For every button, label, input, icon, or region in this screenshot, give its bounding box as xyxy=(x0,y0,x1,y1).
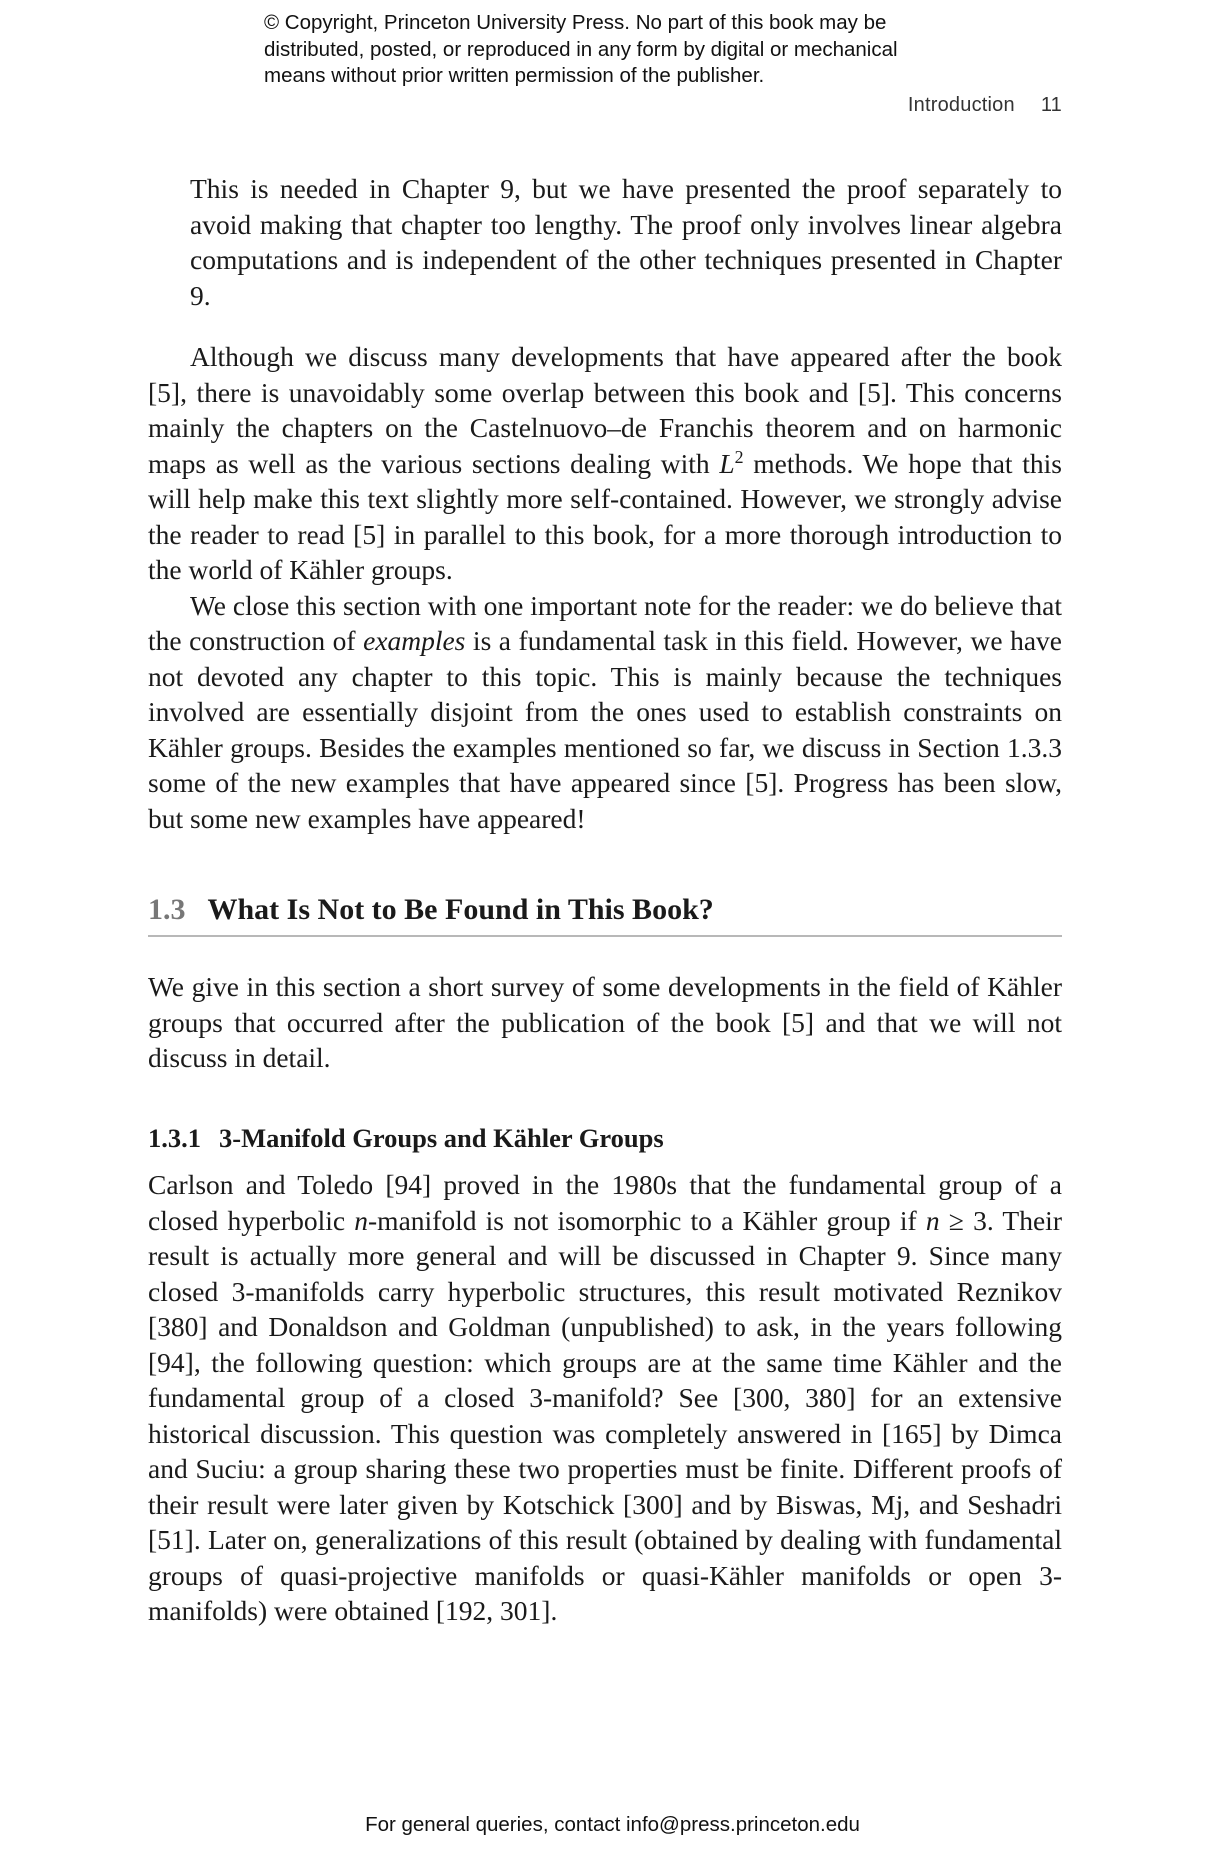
running-head xyxy=(908,94,1062,117)
section-number: 1.3 xyxy=(148,893,186,926)
paragraph-overlap xyxy=(148,339,1062,588)
page-number: 11 xyxy=(1040,94,1062,116)
copyright-line-2: distributed, posted, or reproduced in any form by digital or mechanical xyxy=(264,37,898,61)
paragraph-overlap-part2: methods. We hope that this will help make this text slightly more self-contained. However, we strongly advise the reader to read [5] in parallel to this book, for a more thorough introduction to the world of Kähler groups. xyxy=(148,447,1062,585)
paragraph-examples-part2: is a fundamental task in this field. However, we have not devoted any chapter to this topic. This is mainly because the techniques involved are essentially disjoint from the ones used to establish constraints on Kähler groups. Besides the examples mentioned so far, we discuss in Section 1.3.3 some of the new examples that have appeared since [5]. Progress has been slow, but some new examples have appeared! xyxy=(148,625,1062,834)
subsection-body xyxy=(148,1167,1062,1629)
running-head-title: Introduction xyxy=(907,94,1015,116)
intro-body xyxy=(148,339,1062,836)
section-heading xyxy=(148,893,1062,937)
math-L: L xyxy=(719,447,735,479)
subsection-title: 3-Manifold Groups and Kähler Groups xyxy=(219,1123,664,1153)
subsection-paragraph xyxy=(148,1167,1062,1629)
emphasis-examples: examples xyxy=(363,625,466,656)
quoted-paragraph xyxy=(190,171,1062,313)
copyright-line-3: means without prior written permission of the publisher. xyxy=(264,64,765,87)
subsection-part1: Carlson and Toledo [94] proved in the 1980s that the fundamental group of a closed hyperbolic xyxy=(148,1169,1062,1236)
subsection-number: 1.3.1 xyxy=(148,1123,201,1153)
paragraph-examples-part1: We close this section with one important note for the reader: we do believe that the construction of xyxy=(148,589,1062,656)
section-intro xyxy=(148,969,1062,1076)
paragraph-overlap-part1: Although we discuss many developments that have appeared after the book [5], there is unavoidably some overlap between this book and [5]. This concerns mainly the chapters on the Castelnuovo–de Franchis theorem and on harmonic maps as well as the various sections dealing with xyxy=(148,341,1062,479)
copyright-line-1: © Copyright, Princeton University Press. No part of this book may be xyxy=(264,11,887,34)
section-intro-text: We give in this section a short survey of some developments in the field of Kähler groups that occurred after the publication of the book [5] and that we will not discuss in detail. xyxy=(148,971,1062,1073)
math-n-2: n xyxy=(925,1204,940,1236)
copyright-notice xyxy=(264,10,1024,90)
subsection-heading xyxy=(148,1123,664,1154)
footer-contact: For general queries, contact info@press.princeton.edu xyxy=(365,1813,860,1836)
math-L-superscript: 2 xyxy=(734,446,744,467)
quote-text: This is needed in Chapter 9, but we have presented the proof separately to avoid making that chapter too lengthy. The proof only involves linear algebra computations and is independent of the other techniques presented in Chapter 9. xyxy=(190,173,1062,311)
paragraph-examples xyxy=(148,588,1062,837)
subsection-part2: -manifold is not isomorphic to a Kähler group if xyxy=(368,1204,926,1236)
section-title: What Is Not to Be Found in This Book? xyxy=(207,893,714,926)
subsection-part3: ≥ 3. Their result is actually more general and will be discussed in Chapter 9. Since many closed 3-manifolds carry hyperbolic structures, this result motivated Reznikov [380] and Donaldson and Goldman (unpublished) to ask, in the years following [94], the following question: which groups are at the same time Kähler and the fundamental group of a closed 3-manifold? See [300, 380] for an extensive historical discussion. This question was completely answered in [165] by Dimca and Suciu: a group sharing these two properties must be finite. Different proofs of their result were later given by Kotschick [300] and by Biswas, Mj, and Seshadri [51]. Later on, generalizations of this result (obtained by dealing with fundamental groups of quasi-projective manifolds or quasi-Kähler manifolds or open 3-manifolds) were obtained [192, 301]. xyxy=(148,1204,1062,1626)
math-n-1: n xyxy=(354,1204,369,1236)
